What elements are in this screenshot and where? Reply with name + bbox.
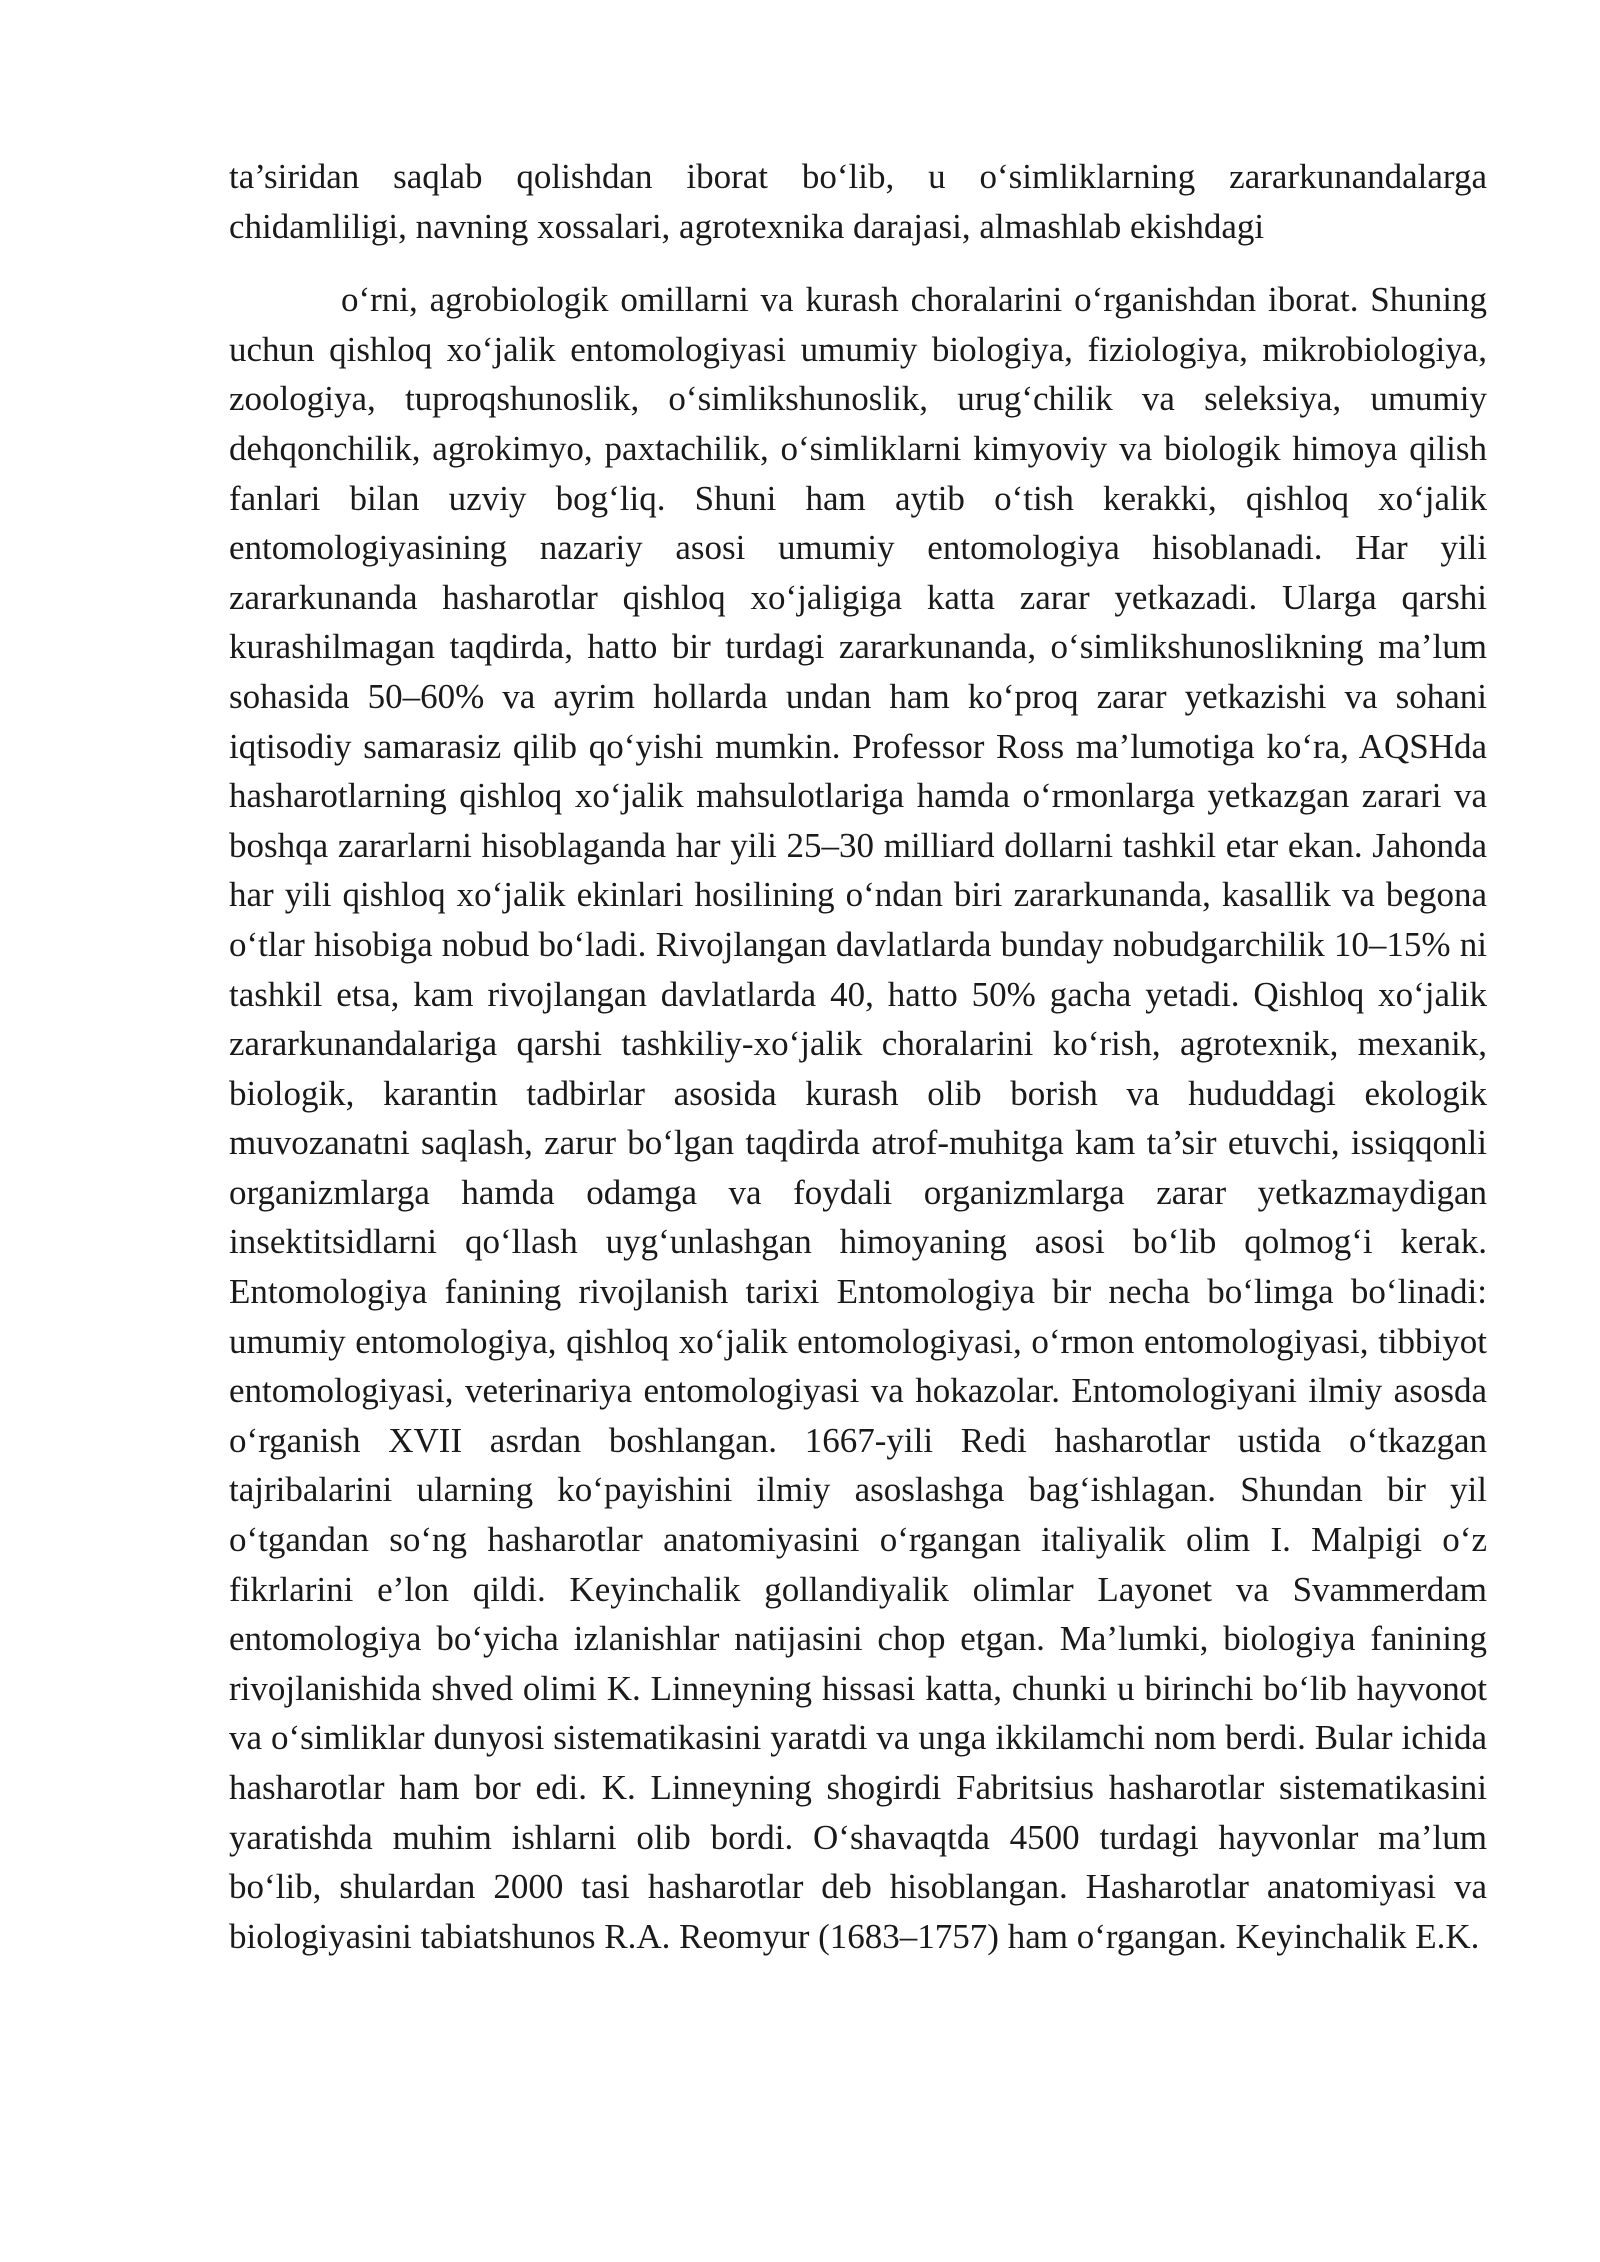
document-page [229,152,1487,1961]
paragraph-continuation: ta’siridan saqlab qolishdan iborat bo‘lib, u o‘simliklarning zararkunandalarga chidamliligi, navning xossalari, agrotexnika darajasi, almashlab ekishdagi [229,157,1487,246]
paragraph-main: o‘rni, agrobiologik omillarni va kurash choralarini o‘rganishdan iborat. Shuning uchun qishloq xo‘jalik entomologiyasi umumiy biologiya, fiziologiya, mikrobiologiya, zoologiya, tuproqshunoslik, o‘simlikshunoslik, urug‘chilik va seleksiya, umumiy dehqonchilik, agrokimyo, paxtachilik, o‘simliklarni kimyoviy va biologik himoya qilish fanlari bilan uzviy bog‘liq. Shuni ham aytib o‘tish kerakki, qishloq xo‘jalik entomologiyasining nazariy asosi umumiy entomologiya hisoblanadi. Har yili zararkunanda hasharotlar qishloq xo‘jaligiga katta zarar yetkazadi. Ularga qarshi kurashilmagan taqdirda, hatto bir turdagi zararkunanda, o‘simlikshunoslikning ma’lum sohasida 50–60% va ayrim hollarda undan ham ko‘proq zarar yetkazishi va sohani iqtisodiy samarasiz qilib qo‘yishi mumkin. Professor Ross ma’lumotiga ko‘ra, AQSHda hasharotlarning qishloq xo‘jalik mahsulotlariga hamda o‘rmonlarga yetkazgan zarari va boshqa zararlarni hisoblaganda har yili 25–30 milliard dollarni tashkil etar ekan. Jahonda har yili qishloq xo‘jalik ekinlari hosilining o‘ndan biri zararkunanda, kasallik va begona o‘tlar hisobiga nobud bo‘ladi. Rivojlangan davlatlarda bunday nobudgarchilik 10–15% ni tashkil etsa, kam rivojlangan davlatlarda 40, hatto 50% gacha yetadi. Qishloq xo‘jalik zararkunandalariga qarshi tashkiliy-xo‘jalik choralarini ko‘rish, agrotexnik, mexanik, biologik, karantin tadbirlar asosida kurash olib borish va hududdagi ekologik muvozanatni saqlash, zarur bo‘lgan taqdirda atrof-muhitga kam ta’sir etuvchi, issiqqonli organizmlarga hamda odamga va foydali organizmlarga zarar yetkazmaydigan insektitsidlarni qo‘llash uyg‘unlashgan himoyaning asosi bo‘lib qolmog‘i kerak. Entomologiya fanining rivojlanish tarixi Entomologiya bir necha bo‘limga bo‘linadi: umumiy entomologiya, qishloq xo‘jalik entomologiyasi, o‘rmon entomologiyasi, tibbiyot entomologiyasi, veterinariya entomologiyasi va hokazolar. Entomologiyani ilmiy asosda o‘rganish XVII asrdan boshlangan. 1667-yili Redi hasharotlar ustida o‘tkazgan tajribalarini ularning ko‘payishini ilmiy asoslashga bag‘ishlagan. Shundan bir yil o‘tgandan so‘ng hasharotlar anatomiyasini o‘rgangan italiyalik olim I. Malpigi o‘z fikrlarini e’lon qildi. Keyinchalik gollandiyalik olimlar Layonet va Svammerdam entomologiya bo‘yicha izlanishlar natijasini chop etgan. Ma’lumki, biologiya fanining rivojlanishida shved olimi K. Linneyning hissasi katta, chunki u birinchi bo‘lib hayvonot va o‘simliklar dunyosi sistematikasini yaratdi va unga ikkilamchi nom berdi. Bular ichida hasharotlar ham bor edi. K. Linneyning shogirdi Fabritsius hasharotlar sistematikasini yaratishda muhim ishlarni olib bordi. O‘shavaqtda 4500 turdagi hayvonlar ma’lum bo‘lib, shulardan 2000 tasi hasharotlar deb hisoblangan. Hasharotlar anatomiyasi va biologiyasini tabiatshunos R.A. Reomyur (1683–1757) ham o‘rgangan. Keyinchalik E.K. [229,280,1487,1956]
